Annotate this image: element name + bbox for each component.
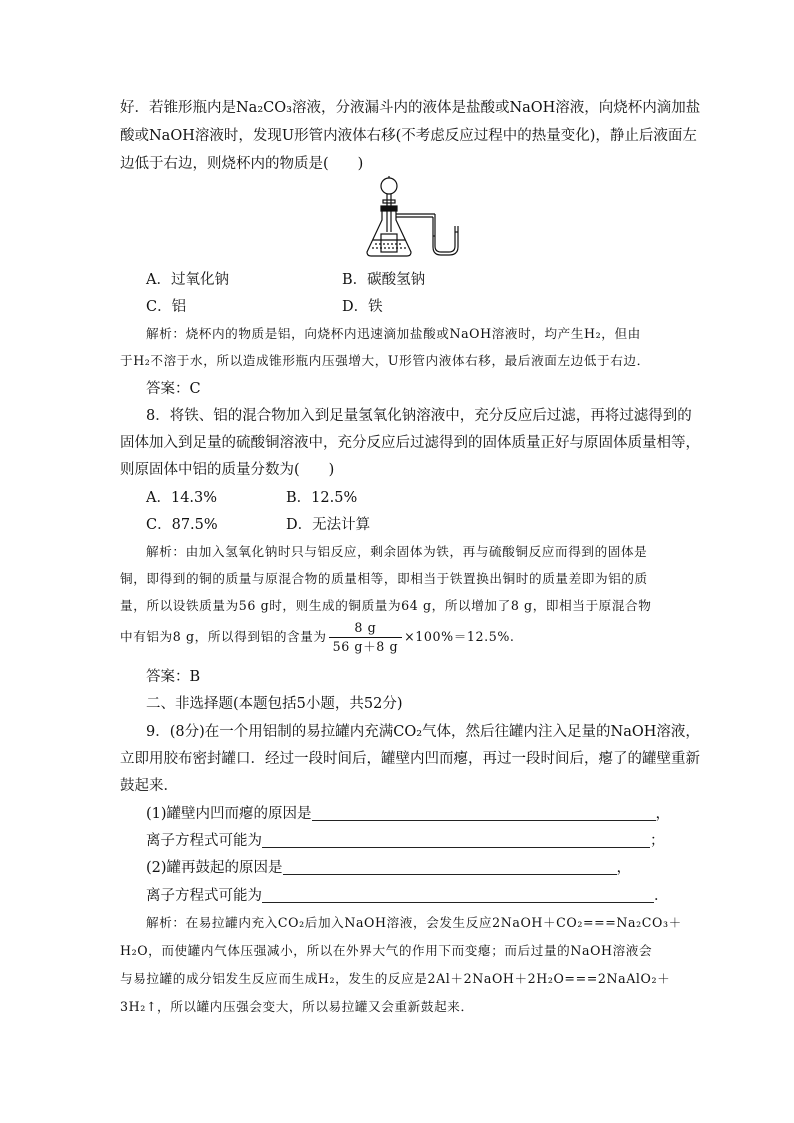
answer-blank-4[interactable] xyxy=(262,888,654,903)
q8-option-d: D．无法计算 xyxy=(286,517,371,533)
q9-sub1-end: ， xyxy=(655,806,671,822)
q8-analysis-line-1: 解析：由加入氢氧化钠时只与铝反应，剩余固体为铁，再与硫酸铜反应而得到的固体是 xyxy=(146,544,648,559)
q7-line-1: 好．若锥形瓶内是Na₂CO₃溶液，分液漏斗内的液体是盐酸或NaOH溶液，向烧杯内滴加盐 xyxy=(120,100,701,116)
q7-option-b: B．碳酸氢钠 xyxy=(342,272,426,288)
q9-sub2 xyxy=(146,856,631,877)
q8-line-2: 固体加入到足量的硫酸铜溶液中，充分反应后过滤得到的固体质量正好与原固体质量相等， xyxy=(120,435,700,451)
q7-option-a: A．过氧化钠 xyxy=(146,272,229,288)
q9-line-3: 鼓起来． xyxy=(120,778,178,794)
q8-analysis-last-suffix: ×100%＝12.5%. xyxy=(404,629,515,644)
q9-ion1 xyxy=(146,829,665,850)
q9-line-1: 9．(8分)在一个用铝制的易拉罐内充满CO₂气体，然后往罐内注入足量的NaOH溶液， xyxy=(146,724,700,740)
q9-sub1-label: (1)罐壁内凹而瘪的原因是 xyxy=(146,806,312,822)
q7-option-d: D．铁 xyxy=(342,299,383,315)
q7-option-c: C．铝 xyxy=(146,299,187,315)
u-tube-apparatus-figure xyxy=(365,176,465,260)
q9-sub2-end: ， xyxy=(616,860,632,876)
q9-ion2-end: ． xyxy=(654,888,669,904)
q9-ion1-label: 离子方程式可能为 xyxy=(146,833,262,849)
fraction-numerator: 8 g xyxy=(329,620,403,638)
q7-line-3: 边低于右边，则烧杯内的物质是( ) xyxy=(120,156,364,172)
q9-ion2 xyxy=(146,884,669,905)
q8-analysis-line-4 xyxy=(120,620,515,655)
q8-option-a: A．14.3% xyxy=(146,490,218,506)
q8-analysis-line-2: 铜，即得到的铜的质量与原混合物的质量相等，即相当于铁置换出铜时的质量差即为铝的质 xyxy=(120,571,648,586)
fraction xyxy=(329,620,403,655)
q7-analysis-line-2: 于H₂不溶于水，所以造成锥形瓶内压强增大，U形管内液体右移，最后液面左边低于右边． xyxy=(120,353,650,368)
q7-line-2: 酸或NaOH溶液时，发现U形管内液体右移(不考虑反应过程中的热量变化)，静止后液面左 xyxy=(120,128,697,144)
q8-option-b: B．12.5% xyxy=(286,490,358,506)
section-heading: 二、非选择题(本题包括5小题，共52分) xyxy=(146,696,403,712)
q9-line-2: 立即用胶布密封罐口．经过一段时间后，罐壁内凹而瘪，再过一段时间后，瘪了的罐壁重新 xyxy=(120,751,700,767)
answer-blank-1[interactable] xyxy=(312,806,656,821)
q7-analysis-line-1: 解析：烧杯内的物质是铝，向烧杯内迅速滴加盐酸或NaOH溶液时，均产生H₂，但由 xyxy=(146,326,641,341)
fraction-denominator: 56 g＋8 g xyxy=(332,639,399,654)
q9-analysis-line-1: 解析：在易拉罐内充入CO₂后加入NaOH溶液，会发生反应2NaOH＋CO₂===Na₂CO₃＋ xyxy=(146,915,682,930)
q8-option-c: C．87.5% xyxy=(146,517,218,533)
q8-analysis-last-prefix: 中有铝为8 g，所以得到铝的含量为 xyxy=(120,629,327,644)
answer-blank-3[interactable] xyxy=(283,860,617,875)
q9-ion1-end: ； xyxy=(650,833,665,849)
q8-line-1: 8．将铁、铝的混合物加入到足量氢氧化钠溶液中，充分反应后过滤，再将过滤得到的 xyxy=(146,408,692,424)
q8-answer: 答案：B xyxy=(146,669,201,685)
q9-analysis-line-2: H₂O，而使罐内气体压强减小，所以在外界大气的作用下而变瘪；而后过量的NaOH溶液会 xyxy=(120,943,653,958)
q9-analysis-line-4: 3H₂↑，所以罐内压强会变大，所以易拉罐又会重新鼓起来． xyxy=(120,999,474,1014)
q9-sub2-label: (2)罐再鼓起的原因是 xyxy=(146,860,283,876)
q7-answer: 答案：C xyxy=(146,381,201,397)
q9-ion2-label: 离子方程式可能为 xyxy=(146,888,262,904)
answer-blank-2[interactable] xyxy=(262,833,650,848)
q9-sub1 xyxy=(146,802,670,823)
q9-analysis-line-3: 与易拉罐的成分铝发生反应而生成H₂，发生的反应是2Al＋2NaOH＋2H₂O===2NaAlO₂＋ xyxy=(120,971,671,986)
q8-line-3: 则原固体中铝的质量分数为( ) xyxy=(120,462,335,478)
q8-analysis-line-3: 量，所以设铁质量为56 g时，则生成的铜质量为64 g，所以增加了8 g，即相当于原混合物 xyxy=(120,598,652,613)
